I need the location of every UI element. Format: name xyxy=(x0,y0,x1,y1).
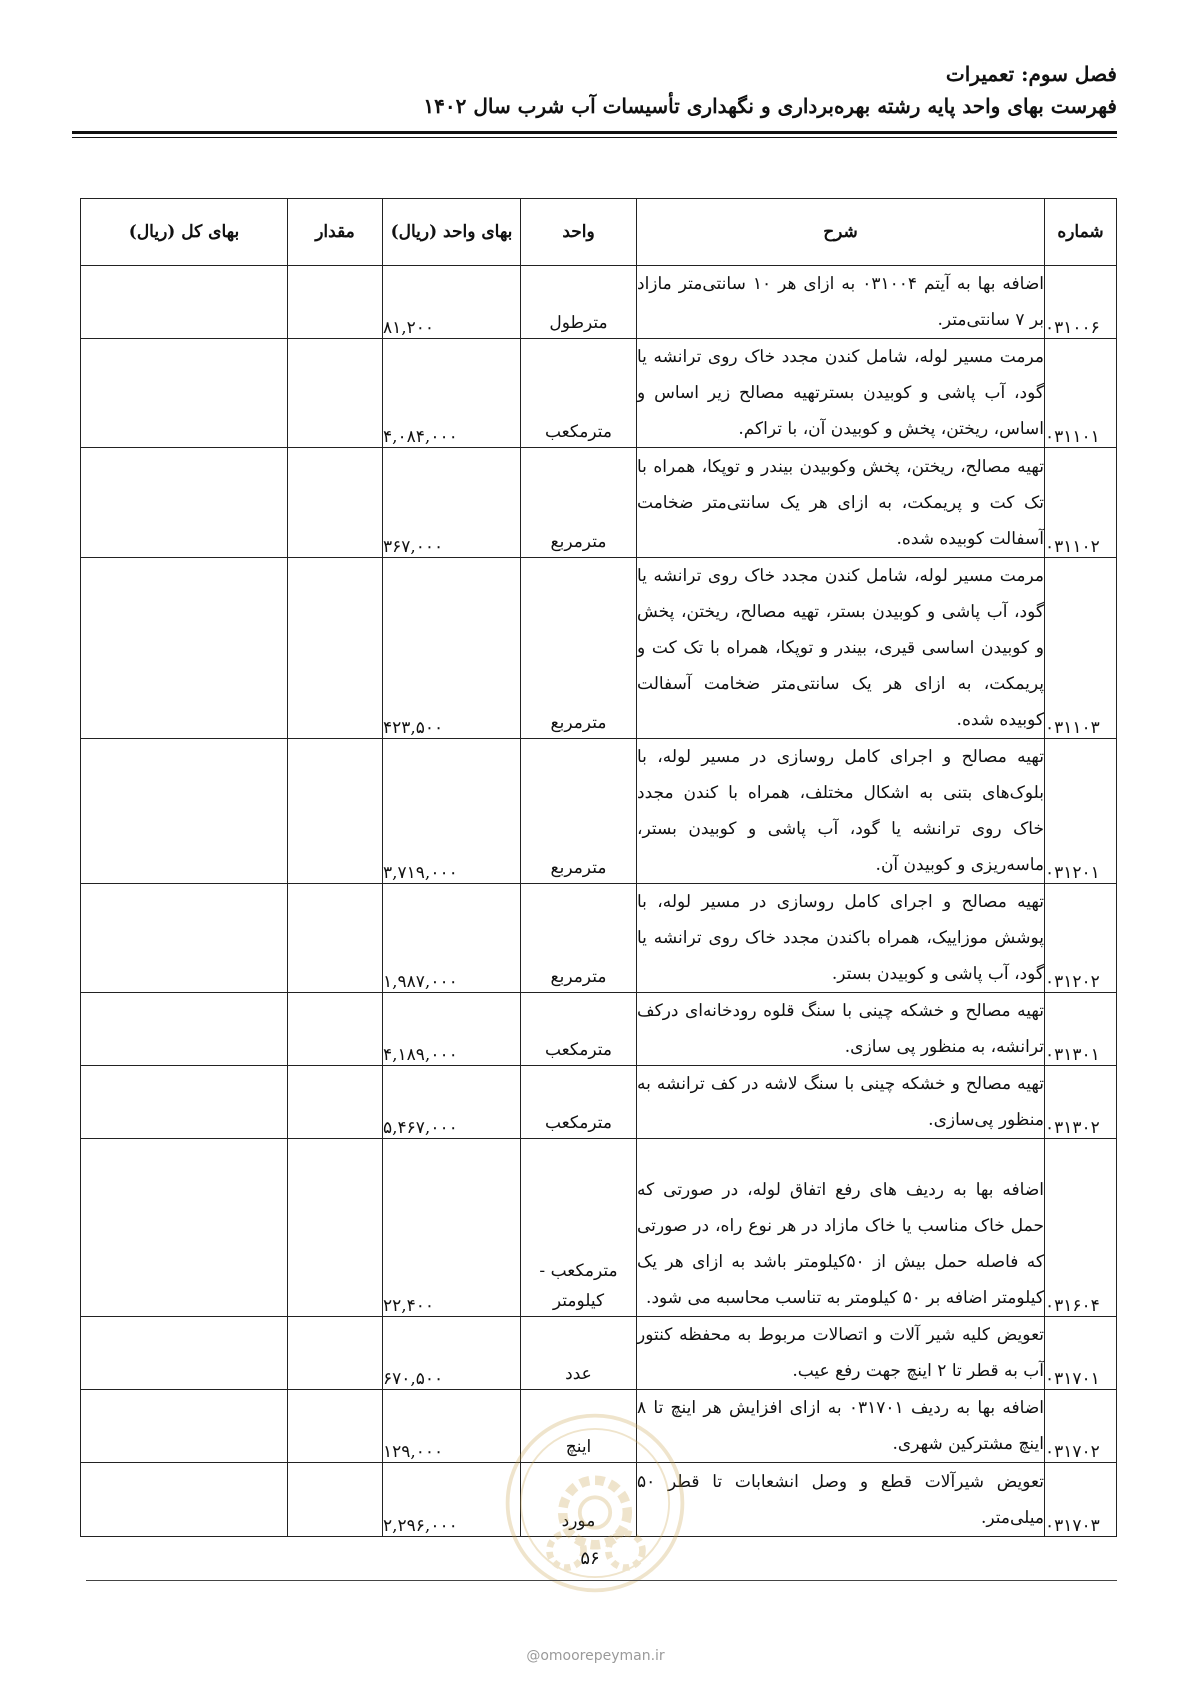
item-total xyxy=(81,1390,288,1463)
item-unit-price: ۳,۷۱۹,۰۰۰ xyxy=(383,739,521,884)
item-total xyxy=(81,1066,288,1139)
table-row xyxy=(81,1390,1117,1463)
item-code: ۰۳۱۱۰۲ xyxy=(1045,448,1117,558)
item-quantity xyxy=(288,339,383,448)
item-description: اضافه بها به آیتم ۰۳۱۰۰۴ به ازای هر ۱۰ سانتی‌متر مازاد بر ۷ سانتی‌متر. xyxy=(637,266,1045,339)
item-quantity xyxy=(288,1066,383,1139)
item-description: مرمت مسیر لوله، شامل کندن مجدد خاک روی ترانشه یا گود، آب پاشی و کوبیدن بسترتهیه مصالح زیر اساس و اساس، ریختن، پخش و کوبیدن آن، با تراکم. xyxy=(637,339,1045,448)
item-total xyxy=(81,558,288,739)
table-row xyxy=(81,1317,1117,1390)
item-total xyxy=(81,448,288,558)
item-code: ۰۳۱۷۰۱ xyxy=(1045,1317,1117,1390)
site-credit: @omoorepeyman.ir xyxy=(526,1648,665,1664)
table-row xyxy=(81,558,1117,739)
item-unit: عدد xyxy=(521,1317,637,1390)
item-unit: مترمکعب - کیلومتر xyxy=(521,1139,637,1317)
item-code: ۰۳۱۲۰۱ xyxy=(1045,739,1117,884)
table-row xyxy=(81,1139,1117,1317)
item-quantity xyxy=(288,558,383,739)
column-header-code: شماره xyxy=(1045,199,1117,266)
table-row xyxy=(81,739,1117,884)
item-quantity xyxy=(288,1463,383,1537)
column-header-desc: شرح xyxy=(637,199,1045,266)
column-header-qty: مقدار xyxy=(288,199,383,266)
item-description: تعویض شیرآلات قطع و وصل انشعابات تا قطر ۵۰ میلی‌متر. xyxy=(637,1463,1045,1537)
item-unit-price: ۴,۱۸۹,۰۰۰ xyxy=(383,993,521,1066)
item-total xyxy=(81,266,288,339)
table-row xyxy=(81,1066,1117,1139)
item-code: ۰۳۱۲۰۲ xyxy=(1045,884,1117,993)
price-list-table xyxy=(80,198,1117,1537)
item-unit: اینچ xyxy=(521,1390,637,1463)
table-row xyxy=(81,266,1117,339)
document-title: فهرست بهای واحد پایه رشته بهره‌برداری و نگهداری تأسیسات آب شرب سال ۱۴۰۲ xyxy=(423,94,1117,118)
item-description: اضافه بها به ردیف ۰۳۱۷۰۱ به ازای افزایش هر اینچ تا ۸ اینچ مشترکین شهری. xyxy=(637,1390,1045,1463)
item-unit: مورد xyxy=(521,1463,637,1537)
table-row xyxy=(81,993,1117,1066)
header-rule-thin xyxy=(72,137,1117,138)
item-unit-price: ۴۲۳,۵۰۰ xyxy=(383,558,521,739)
item-quantity xyxy=(288,884,383,993)
item-quantity xyxy=(288,739,383,884)
item-unit-price: ۴,۰۸۴,۰۰۰ xyxy=(383,339,521,448)
item-total xyxy=(81,1463,288,1537)
item-description: تهیه مصالح و اجرای کامل روسازی در مسیر لوله، با بلوک‌های بتنی به اشکال مختلف، همراه با کندن مجدد خاک روی ترانشه یا گود، آب پاشی و کوبیدن بستر، ماسه‌ریزی و کوبیدن آن. xyxy=(637,739,1045,884)
item-unit-price: ۵,۴۶۷,۰۰۰ xyxy=(383,1066,521,1139)
item-unit-price: ۱,۹۸۷,۰۰۰ xyxy=(383,884,521,993)
item-code: ۰۳۱۷۰۳ xyxy=(1045,1463,1117,1537)
item-unit-price: ۱۲۹,۰۰۰ xyxy=(383,1390,521,1463)
item-code: ۰۳۱۰۰۶ xyxy=(1045,266,1117,339)
table-header-row xyxy=(81,199,1117,266)
item-description: تهیه مصالح، ریختن، پخش وکوبیدن بیندر و توپکا، همراه با تک کت و پریمکت، به ازای هر یک سانتی‌متر ضخامت آسفالت کوبیده شده. xyxy=(637,448,1045,558)
item-unit-price: ۳۶۷,۰۰۰ xyxy=(383,448,521,558)
column-header-total: بهای کل (ریال) xyxy=(81,199,288,266)
item-quantity xyxy=(288,993,383,1066)
item-code: ۰۳۱۶۰۴ xyxy=(1045,1139,1117,1317)
table-row xyxy=(81,448,1117,558)
item-total xyxy=(81,739,288,884)
item-code: ۰۳۱۱۰۱ xyxy=(1045,339,1117,448)
item-unit: مترمکعب xyxy=(521,339,637,448)
item-quantity xyxy=(288,1390,383,1463)
table-row xyxy=(81,884,1117,993)
header-rule-thick xyxy=(72,131,1117,134)
item-unit-price: ۶۷۰,۵۰۰ xyxy=(383,1317,521,1390)
item-code: ۰۳۱۷۰۲ xyxy=(1045,1390,1117,1463)
item-unit: مترطول xyxy=(521,266,637,339)
item-description: اضافه بها به ردیف های رفع اتفاق لوله، در صورتی که حمل خاک مناسب یا خاک مازاد در هر نوع راه، در صورتی که فاصله حمل بیش از ۵۰کیلومتر باشد به ازای هر یک کیلومتر اضافه بر ۵۰ کیلومتر به تناسب محاسبه می شود. xyxy=(637,1139,1045,1317)
item-unit: مترمربع xyxy=(521,884,637,993)
page-header xyxy=(72,58,1117,122)
item-unit-price: ۲۲,۴۰۰ xyxy=(383,1139,521,1317)
chapter-title: فصل سوم: تعمیرات xyxy=(945,62,1117,86)
item-description: مرمت مسیر لوله، شامل کندن مجدد خاک روی ترانشه یا گود، آب پاشی و کوبیدن بستر، تهیه مصالح، ریختن، پخش و کوبیدن اساسی قیری، بیندر و توپکا، همراه با تک کت و پریمکت، به ازای هر یک سانتی‌متر ضخامت آسفالت کوبیده شده. xyxy=(637,558,1045,739)
item-unit-price: ۲,۲۹۶,۰۰۰ xyxy=(383,1463,521,1537)
item-description: تعویض کلیه شیر آلات و اتصالات مربوط به محفظه کنتور آب به قطر تا ۲ اینچ جهت رفع عیب. xyxy=(637,1317,1045,1390)
item-unit: مترمکعب xyxy=(521,1066,637,1139)
item-unit: مترمکعب xyxy=(521,993,637,1066)
item-total xyxy=(81,993,288,1066)
item-unit: مترمربع xyxy=(521,558,637,739)
item-code: ۰۳۱۳۰۱ xyxy=(1045,993,1117,1066)
item-total xyxy=(81,339,288,448)
item-code: ۰۳۱۱۰۳ xyxy=(1045,558,1117,739)
item-quantity xyxy=(288,266,383,339)
item-unit: مترمربع xyxy=(521,448,637,558)
item-description: تهیه مصالح و اجرای کامل روسازی در مسیر لوله، با پوشش موزاییک، همراه باکندن مجدد خاک روی ترانشه یا گود، آب پاشی و کوبیدن بستر. xyxy=(637,884,1045,993)
footer-rule xyxy=(86,1580,1117,1581)
item-description: تهیه مصالح و خشکه چینی با سنگ لاشه در کف ترانشه به منظور پی‌سازی. xyxy=(637,1066,1045,1139)
item-total xyxy=(81,1139,288,1317)
item-quantity xyxy=(288,448,383,558)
item-quantity xyxy=(288,1317,383,1390)
item-total xyxy=(81,884,288,993)
column-header-price: بهای واحد (ریال) xyxy=(383,199,521,266)
item-quantity xyxy=(288,1139,383,1317)
item-unit: مترمربع xyxy=(521,739,637,884)
table-row xyxy=(81,1463,1117,1537)
column-header-unit: واحد xyxy=(521,199,637,266)
page-number: ۵۶ xyxy=(580,1548,600,1569)
item-description: تهیه مصالح و خشکه چینی با سنگ قلوه رودخانه‌ای درکف ترانشه، به منظور پی سازی. xyxy=(637,993,1045,1066)
item-code: ۰۳۱۳۰۲ xyxy=(1045,1066,1117,1139)
table-row xyxy=(81,339,1117,448)
item-unit-price: ۸۱,۲۰۰ xyxy=(383,266,521,339)
item-total xyxy=(81,1317,288,1390)
